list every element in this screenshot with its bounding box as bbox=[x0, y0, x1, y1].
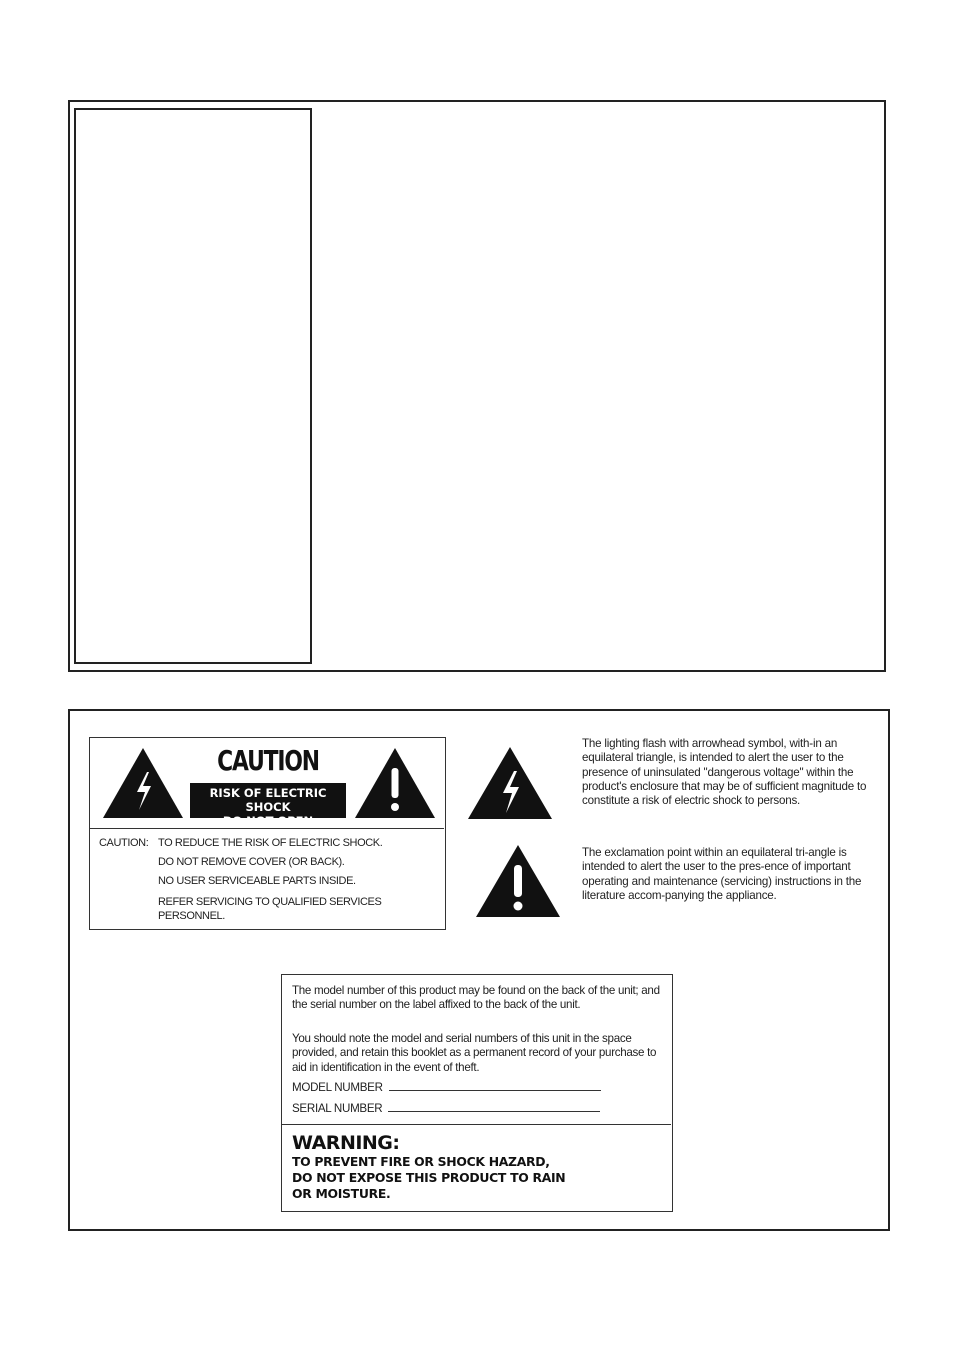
exclamation-warning-icon bbox=[353, 746, 437, 820]
model-number-blank bbox=[389, 1080, 601, 1091]
model-location-paragraph: The model number of this product may be found on the back of the unit; and the serial number on the label affixed to the back of the unit. bbox=[292, 984, 660, 1012]
warning-line: DO NOT EXPOSE THIS PRODUCT TO RAIN bbox=[292, 1170, 566, 1185]
serial-number-field bbox=[292, 1101, 600, 1116]
top-sidebar-frame bbox=[74, 108, 312, 664]
caution-line: PERSONNEL. bbox=[158, 910, 225, 922]
model-number-label: MODEL NUMBER bbox=[292, 1081, 383, 1094]
risk-line-1: RISK OF ELECTRIC SHOCK bbox=[209, 786, 327, 814]
exclamation-triangle-icon bbox=[474, 843, 562, 919]
serial-number-blank bbox=[388, 1101, 600, 1112]
caution-line: DO NOT REMOVE COVER (OR BACK). bbox=[158, 856, 345, 868]
caution-header bbox=[90, 738, 444, 829]
serial-number-label: SERIAL NUMBER bbox=[292, 1102, 383, 1115]
caution-title: CAUTION bbox=[217, 744, 319, 777]
caution-line: NO USER SERVICEABLE PARTS INSIDE. bbox=[158, 875, 356, 887]
warning-notice bbox=[292, 1132, 664, 1202]
model-number-field bbox=[292, 1080, 601, 1095]
model-serial-info bbox=[282, 975, 671, 1125]
exclamation-symbol-explanation: The exclamation point within an equilateral tri-angle is intended to alert the user to the pres-ence of important operating and maintenance (servicing) instructions in the literature accom-panying the appliance. bbox=[582, 846, 862, 902]
risk-line-2: DO NOT OPEN bbox=[222, 814, 314, 828]
lightning-triangle-icon bbox=[466, 745, 554, 821]
caution-label bbox=[89, 737, 446, 930]
lightning-warning-icon bbox=[101, 746, 185, 820]
lightning-symbol-explanation: The lighting flash with arrowhead symbol, with-in an equilateral triangle, is intended to alert the user to the presence of uninsulated "dangerous voltage" within the product's enclosure that may be of sufficient magnitude to constitute a risk of electric shock to persons. bbox=[582, 737, 867, 808]
warning-line: TO PREVENT FIRE OR SHOCK HAZARD, bbox=[292, 1154, 550, 1169]
caution-line: TO REDUCE THE RISK OF ELECTRIC SHOCK. bbox=[158, 837, 383, 849]
model-serial-box bbox=[281, 974, 673, 1212]
warning-title: WARNING: bbox=[292, 1132, 400, 1154]
risk-of-shock-banner bbox=[190, 783, 346, 828]
caution-line: REFER SERVICING TO QUALIFIED SERVICES bbox=[158, 896, 382, 908]
warning-line: OR MOISTURE. bbox=[292, 1186, 391, 1201]
record-numbers-paragraph: You should note the model and serial numbers of this unit in the space provided, and retain this booklet as a permanent record of your purchase to aid in identification in the event of theft. bbox=[292, 1032, 657, 1074]
caution-prefix: CAUTION: bbox=[99, 837, 149, 849]
